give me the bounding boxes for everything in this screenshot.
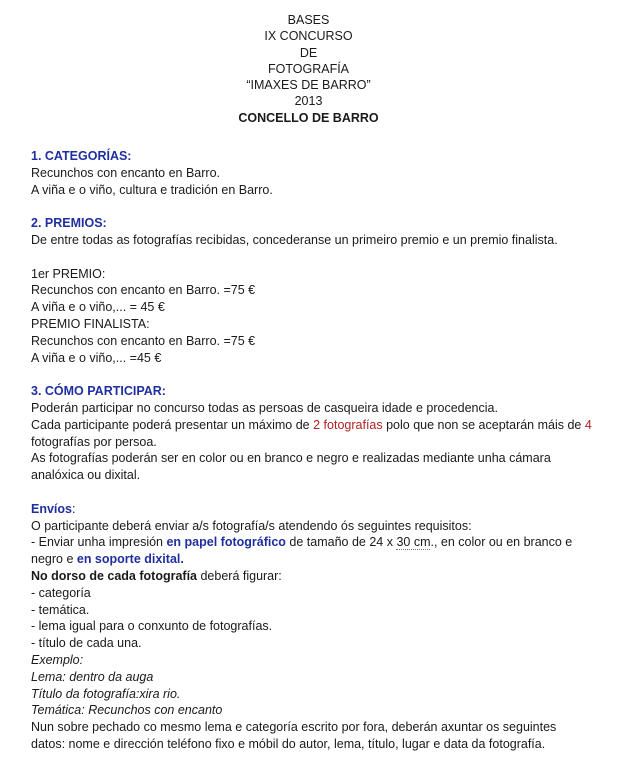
envios-line xyxy=(31,551,601,568)
premios-intro: De entre todas as fotografías recibidas, concederanse un primeiro premio e un premio finalista. xyxy=(31,232,558,247)
dorso-bold: No dorso de cada fotografía xyxy=(31,568,197,583)
participar-line: analóxica ou dixital. xyxy=(31,468,141,483)
participar-text: polo que non se aceptarán máis de xyxy=(382,417,585,432)
finalist-prize-item: Recunchos con encanto en Barro. =75 € xyxy=(31,333,256,348)
envios-text: ., en color ou en branco e xyxy=(430,535,573,550)
header-bases: BASES xyxy=(287,13,330,27)
size-value: 30 cm xyxy=(396,535,431,550)
categoria-item: Recunchos con encanto en Barro. xyxy=(31,165,221,180)
document-header xyxy=(0,12,617,126)
header-organizer: CONCELLO DE BARRO xyxy=(238,110,379,125)
first-prize-item: Recunchos con encanto en Barro. =75 € xyxy=(31,283,256,298)
max-total-highlight: 4 xyxy=(584,417,592,432)
example-line: Temática: Recunchos con encanto xyxy=(31,703,223,718)
header-de: DE xyxy=(299,45,318,60)
section-categorias-heading: 1. CATEGORÍAS: xyxy=(31,149,132,163)
envios-text: - Enviar unha impresión xyxy=(31,535,167,550)
digital-support-highlight: en soporte dixital. xyxy=(76,552,184,567)
envios-line xyxy=(31,568,601,585)
section-premios-heading: 2. PREMIOS: xyxy=(31,216,107,231)
envios-line: O participante deberá enviar a/s fotografía/s atendendo ós seguintes requisitos: xyxy=(31,518,472,533)
finalist-prize-label: PREMIO FINALISTA: xyxy=(31,316,150,331)
requirement-item: - temática. xyxy=(31,602,90,617)
participar-line: Poderán participar no concurso todas as persoas de casqueira idade e procedencia. xyxy=(31,400,498,415)
closing-line: datos: nome e dirección teléfono fixo e móbil do autor, lema, título, lugar e data da fotografía. xyxy=(31,736,546,751)
finalist-prize-item: A viña e o viño,... =45 € xyxy=(31,350,162,365)
example-line: Exemplo: xyxy=(31,652,84,667)
requirement-item: - categoría xyxy=(31,585,91,600)
header-edition: IX CONCURSO xyxy=(264,29,353,44)
first-prize-item: A viña e o viño,... = 45 € xyxy=(31,300,165,315)
example-line: Título da fotografía:xira rio. xyxy=(31,686,181,701)
envios-line xyxy=(31,534,601,551)
first-prize-label: 1er PREMIO: xyxy=(31,266,106,281)
header-fotografia: FOTOGRAFÍA xyxy=(267,61,350,76)
envios-text: deberá figurar: xyxy=(197,568,282,583)
envios-title: Envíos xyxy=(31,501,72,516)
envios-text: de tamaño de 24 x xyxy=(285,535,397,550)
envios-text: negro e xyxy=(31,552,77,567)
envios-colon: : xyxy=(72,501,76,516)
header-year: 2013 xyxy=(294,94,323,109)
requirement-item: - título de cada una. xyxy=(31,636,142,651)
photo-paper-highlight: en papel fotográfico xyxy=(166,535,286,550)
participar-line: fotografías por persoa. xyxy=(31,434,157,449)
categoria-item: A viña e o viño, cultura e tradición en Barro. xyxy=(31,182,273,197)
example-line: Lema: dentro da auga xyxy=(31,669,154,684)
participar-line: As fotografías poderán ser en color ou en branco e negro e realizadas mediante unha cámara xyxy=(31,451,551,466)
max-photos-highlight: 2 fotografías xyxy=(313,417,383,432)
section-envios-heading xyxy=(31,501,601,518)
section-participar-heading: 3. CÓMO PARTICIPAR: xyxy=(31,384,166,399)
requirement-item: - lema igual para o conxunto de fotografías. xyxy=(31,619,273,634)
closing-line: Nun sobre pechado co mesmo lema e categoría escrito por fora, deberán axuntar os seguintes xyxy=(31,720,557,735)
participar-text: Cada participante poderá presentar un máximo de xyxy=(31,417,314,432)
participar-line xyxy=(31,417,601,434)
header-contest-name: “IMAXES DE BARRO” xyxy=(246,78,371,93)
document-body xyxy=(31,148,601,753)
